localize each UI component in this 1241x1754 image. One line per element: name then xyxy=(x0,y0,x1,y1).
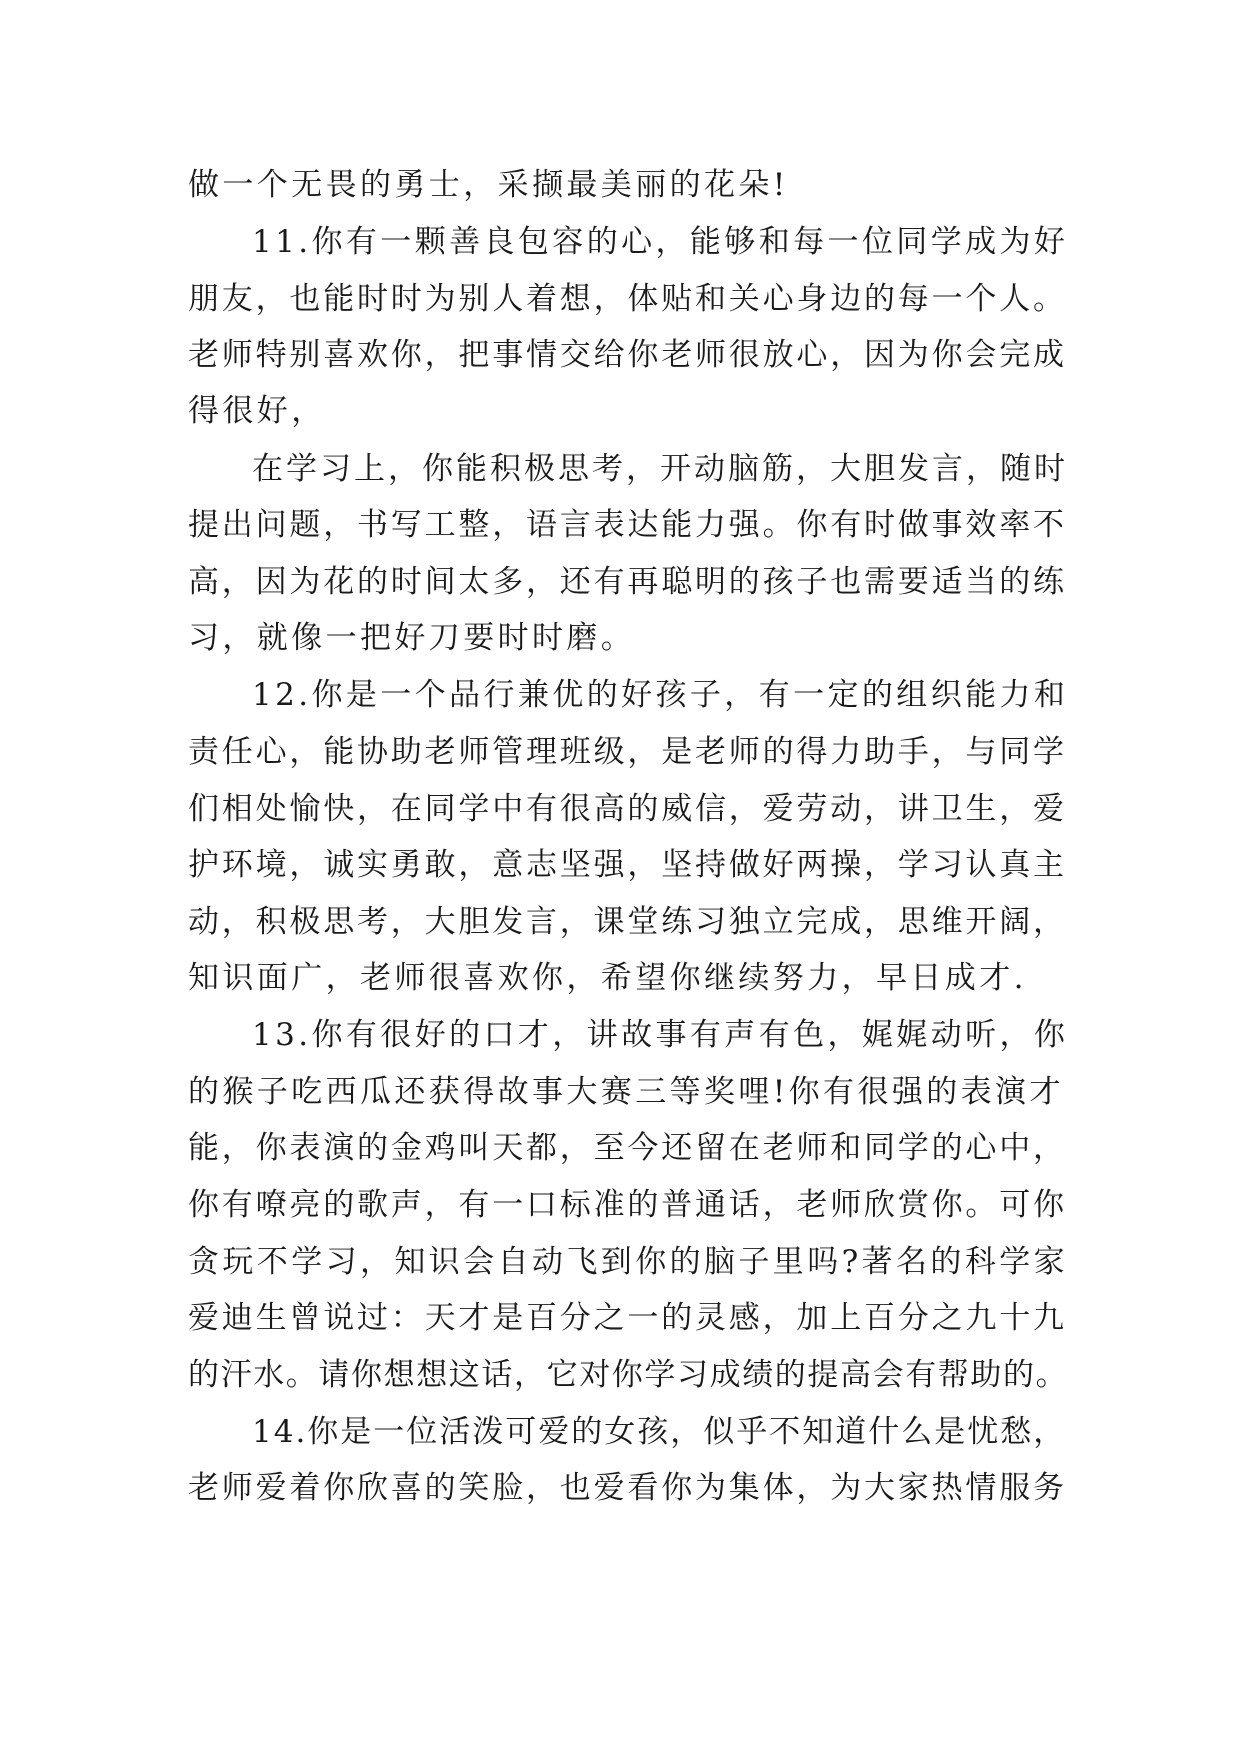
paragraph-study-start: 在学习上，你能积极思考，开动脑筋，大胆发言，随时 xyxy=(252,451,1068,487)
text-line: 爱迪生曾说过：天才是百分之一的灵感，加上百分之九十九 xyxy=(188,1300,1067,1336)
text-line: 护环境，诚实勇敢，意志坚强，坚持做好两操，学习认真主 xyxy=(188,847,1067,883)
text-line: 的汗水。请你想想这话，它对你学习成绩的提高会有帮助的。 xyxy=(188,1357,1069,1393)
text-line: 做一个无畏的勇士，采撷最美丽的花朵! xyxy=(188,167,789,203)
text-line: 们相处愉快，在同学中有很高的威信，爱劳动，讲卫生，爱 xyxy=(188,791,1067,827)
text-line: 习，就像一把好刀要时时磨。 xyxy=(188,620,636,656)
text-line: 能，你表演的金鸡叫天都，至今还留在老师和同学的心中， xyxy=(188,1130,1067,1166)
paragraph-13-start: 13.你有很好的口才，讲故事有声有色，娓娓动听，你 xyxy=(252,1017,1069,1053)
text-line: 朋友，也能时时为别人着想，体贴和关心身边的每一个人。 xyxy=(188,281,1067,317)
text-line: 的猴子吃西瓜还获得故事大赛三等奖哩!你有很强的表演才 xyxy=(188,1074,1064,1110)
text-line: 责任心，能协助老师管理班级，是老师的得力助手，与同学 xyxy=(188,734,1067,770)
text-line: 高，因为花的时间太多，还有再聪明的孩子也需要适当的练 xyxy=(188,564,1067,600)
text-line: 得很好， xyxy=(188,393,326,429)
text-line: 动，积极思考，大胆发言，课堂练习独立完成，思维开阔， xyxy=(188,904,1067,940)
text-line: 提出问题，书写工整，语言表达能力强。你有时做事效率不 xyxy=(188,507,1067,543)
text-line: 知识面广，老师很喜欢你，希望你继续努力，早日成才. xyxy=(188,960,1027,996)
text-line: 老师特别喜欢你，把事情交给你老师很放心，因为你会完成 xyxy=(188,337,1067,373)
paragraph-12-start: 12.你是一个品行兼优的好孩子，有一定的组织能力和 xyxy=(252,677,1069,713)
text-line: 你有嘹亮的歌声，有一口标准的普通话，老师欣赏你。可你 xyxy=(188,1187,1067,1223)
paragraph-14-start: 14.你是一位活泼可爱的女孩，似乎不知道什么是忧愁， xyxy=(252,1414,1067,1450)
text-line: 老师爱着你欣喜的笑脸，也爱看你为集体，为大家热情服务 xyxy=(188,1470,1067,1506)
paragraph-11-start: 11.你有一颗善良包容的心，能够和每一位同学成为好 xyxy=(252,224,1069,260)
text-line: 贪玩不学习，知识会自动飞到你的脑子里吗?著名的科学家 xyxy=(188,1244,1069,1280)
